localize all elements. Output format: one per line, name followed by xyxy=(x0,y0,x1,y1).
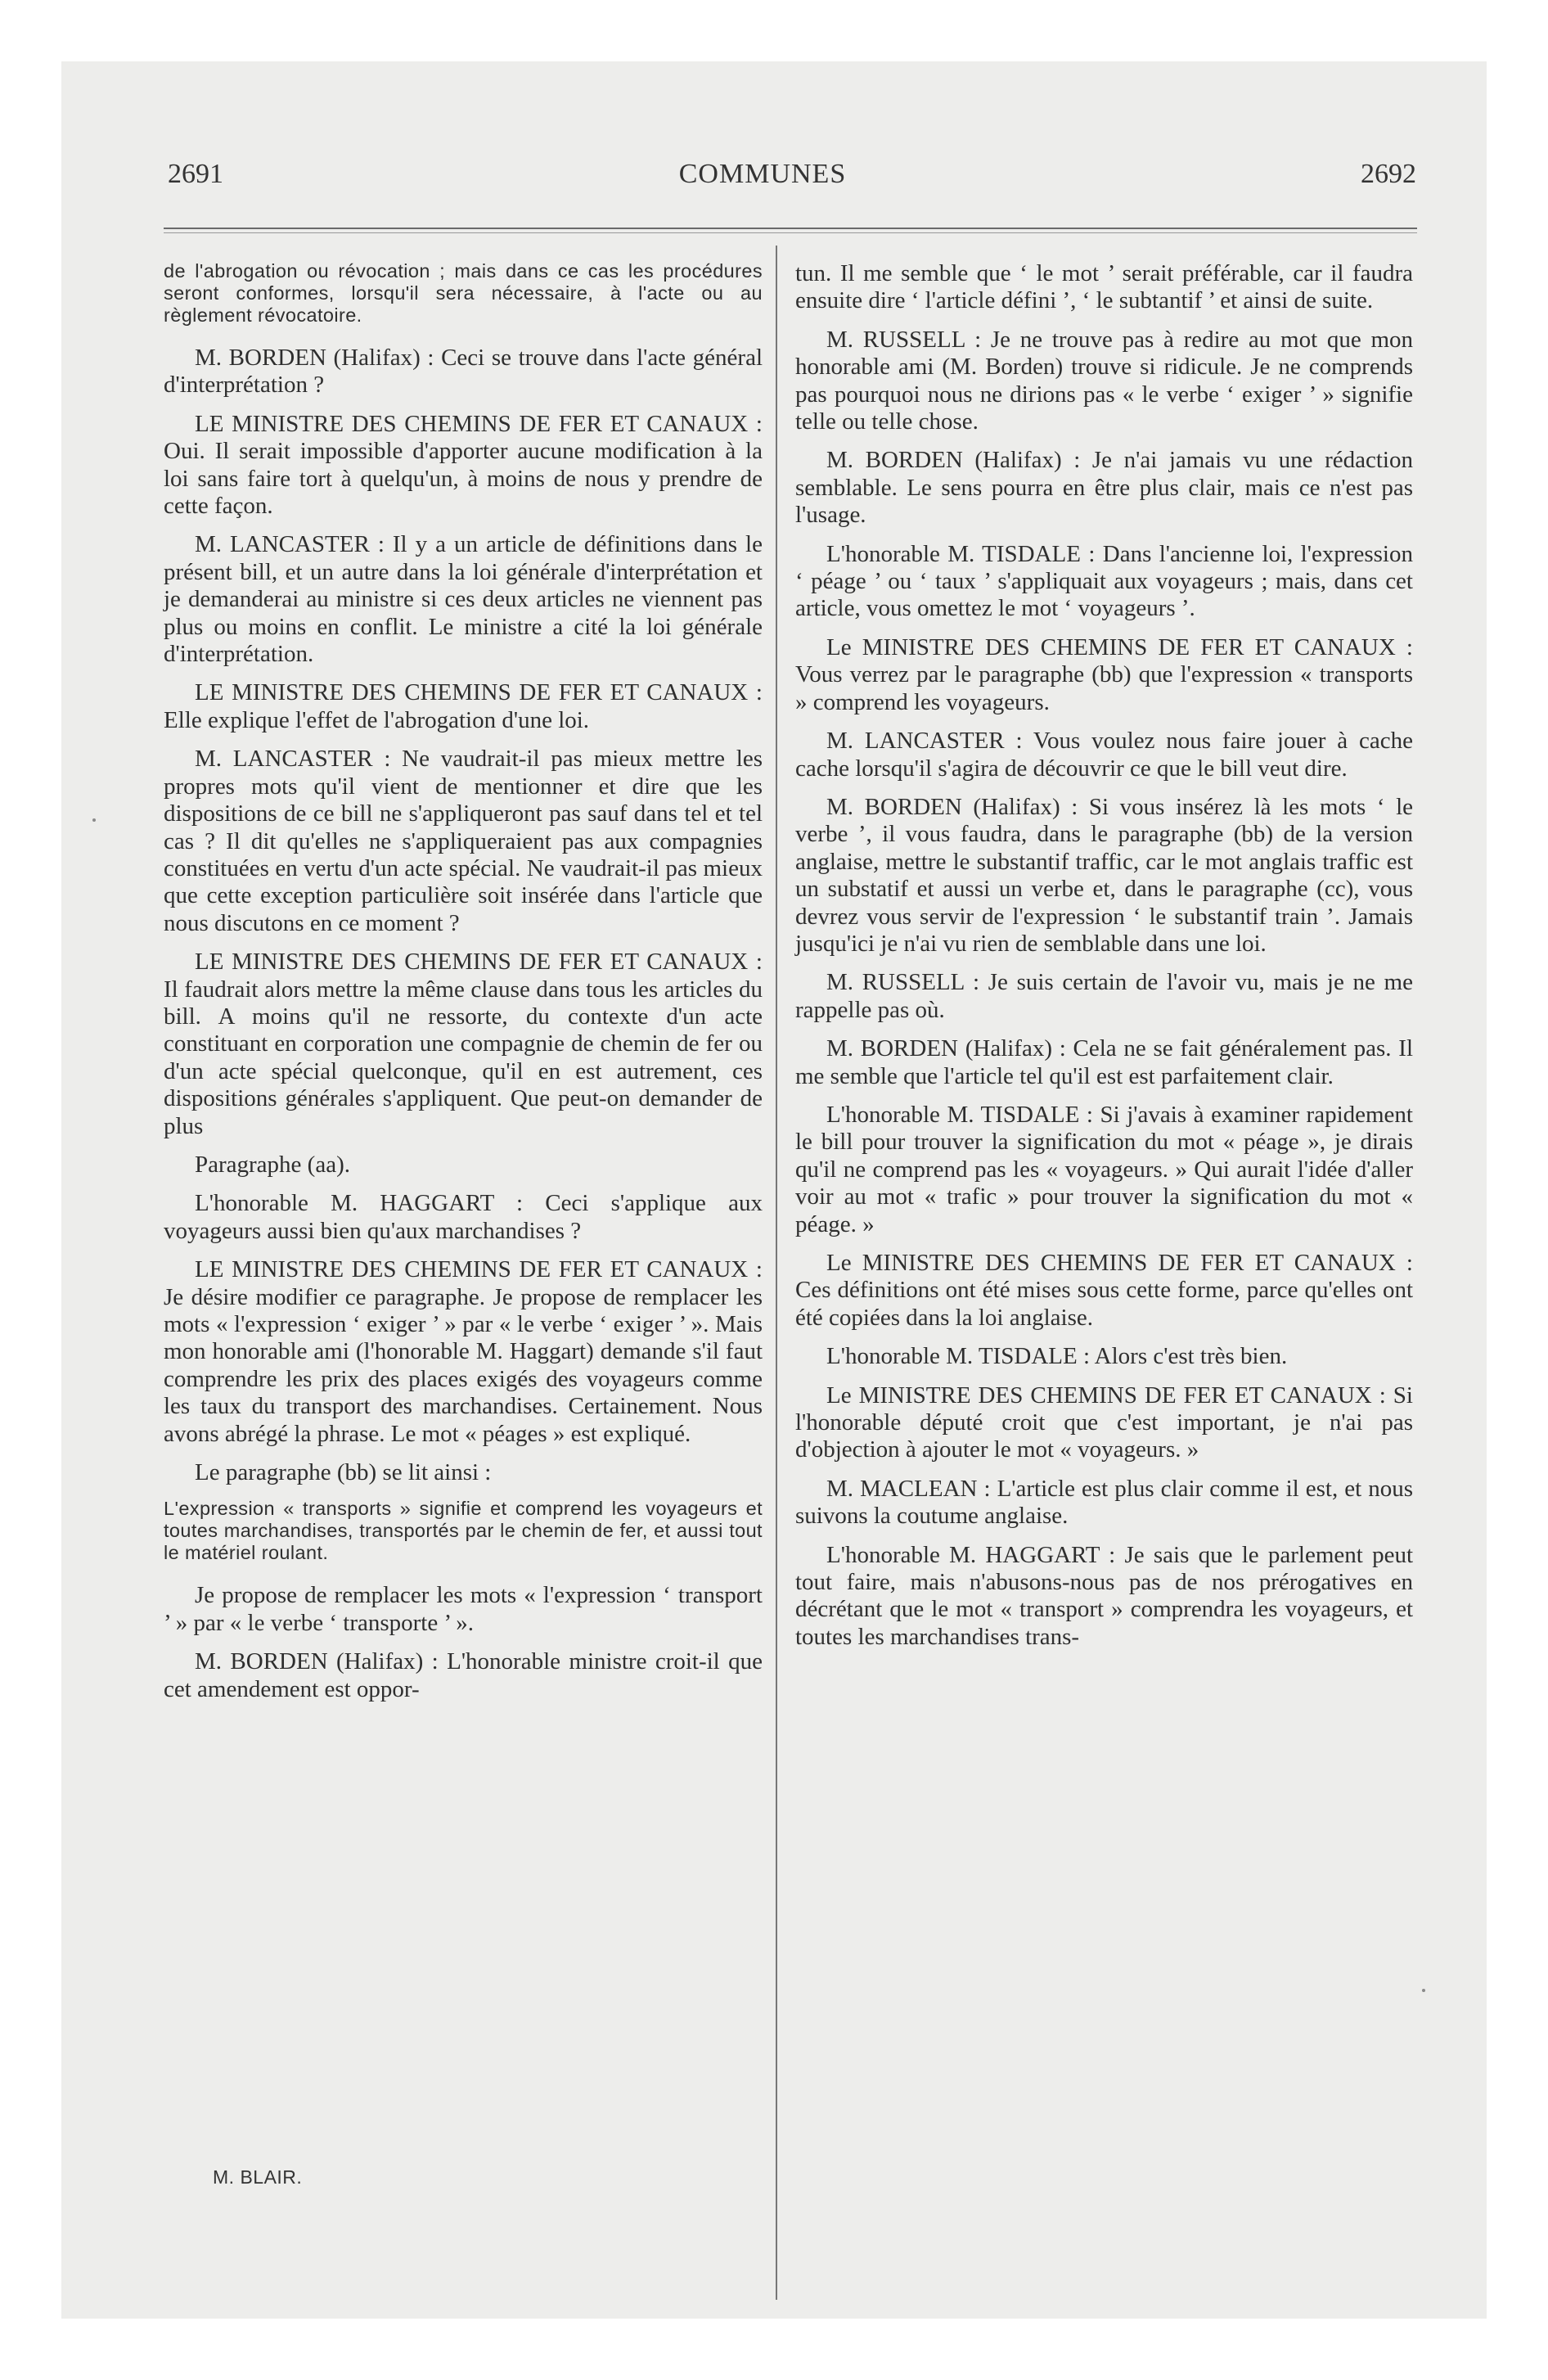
left-column-paragraph: L'expression « transports » signifie et comprend les voyageurs et toutes marchandises, transportés par le chemin de fer, et aussi tout le matériel roulant. xyxy=(164,1498,763,1564)
right-column-paragraph: Le MINISTRE DES CHEMINS DE FER ET CANAUX : Si l'honorable député croit que c'est important, je n'ai pas d'objection à ajouter le mot « voyageurs. » xyxy=(795,1382,1413,1463)
left-column-paragraph: M. BORDEN (Halifax) : Ceci se trouve dans l'acte général d'interprétation ? xyxy=(164,345,763,399)
page-header xyxy=(109,159,1416,200)
page-number-left: 2691 xyxy=(168,159,223,189)
right-column-paragraph: tun. Il me semble que ‘ le mot ’ serait préférable, car il faudra ensuite dire ‘ l'article défini ’, ‘ le subtantif ’ et ainsi de suite. xyxy=(795,260,1413,314)
left-column-paragraph: Je propose de remplacer les mots « l'expression ‘ transport ’ » par « le verbe ‘ transporte ’ ». xyxy=(164,1582,763,1636)
left-column-paragraph: M. LANCASTER : Il y a un article de définitions dans le présent bill, et un autre dans la loi générale d'interprétation et je demanderai au ministre si ces deux articles ne viennent pas plus ou moins en conflit. Le ministre a cité la loi générale d'interprétation. xyxy=(164,531,763,668)
left-column-paragraph: Paragraphe (aa). xyxy=(195,1151,350,1178)
right-column-paragraph: L'honorable M. TISDALE : Dans l'ancienne loi, l'expression ‘ péage ’ ou ‘ taux ’ s'appliquait aux voyageurs ; mais, dans cet article, vous omettez le mot ‘ voyageurs ’. xyxy=(795,540,1413,622)
right-column-paragraph: L'honorable M. TISDALE : Alors c'est très bien. xyxy=(826,1343,1288,1370)
left-column-paragraph: L'honorable M. HAGGART : Ceci s'applique aux voyageurs aussi bien qu'aux marchandises ? xyxy=(164,1190,763,1244)
signature-line: M. BLAIR. xyxy=(213,2166,303,2188)
speck xyxy=(1422,1989,1425,1992)
left-column xyxy=(164,260,763,1715)
right-column-paragraph: M. RUSSELL : Je ne trouve pas à redire au mot que mon honorable ami (M. Borden) trouve si ridicule. Je ne comprends pas pourquoi nous ne dirions pas « le verbe ‘ exiger ’ » signifie telle ou telle chose. xyxy=(795,326,1413,435)
left-column-paragraph: M. BORDEN (Halifax) : L'honorable ministre croit-il que cet amendement est oppor- xyxy=(164,1648,763,1702)
speck xyxy=(92,818,96,822)
right-column-paragraph: L'honorable M. TISDALE : Si j'avais à examiner rapidement le bill pour trouver la signification du mot « péage », je dirais qu'il ne comprend pas les « voyageurs. » Qui aurait l'idée d'aller voir au mot « trafic » pour trouver la signification du mot « péage. » xyxy=(795,1101,1413,1237)
right-column-paragraph: M. BORDEN (Halifax) : Je n'ai jamais vu une rédaction semblable. Le sens pourra en être plus clair, mais ce n'est pas l'usage. xyxy=(795,447,1413,529)
left-column-paragraph: LE MINISTRE DES CHEMINS DE FER ET CANAUX : Il faudrait alors mettre la même clause dans tous les articles du bill. A moins qu'il ne ressorte, du contexte d'un acte constituant en corporation une compagnie de chemin de fer ou d'un acte spécial quelconque, qu'il en est autrement, ces dispositions générales s'appliquent. Que peut-on demander de plus xyxy=(164,949,763,1139)
left-column-paragraph: LE MINISTRE DES CHEMINS DE FER ET CANAUX : Oui. Il serait impossible d'apporter aucune modification à la loi sans faire tort à quelqu'un, à moins de nous y prendre de cette façon. xyxy=(164,410,763,520)
header-rule-thin xyxy=(164,232,1417,233)
header-rule xyxy=(164,228,1417,229)
left-column-paragraph: de l'abrogation ou révocation ; mais dans ce cas les procédures seront conformes, lorsqu'il sera nécessaire, à l'acte ou au règlement révocatoire. xyxy=(164,260,763,326)
right-column-paragraph: M. MACLEAN : L'article est plus clair comme il est, et nous suivons la coutume anglaise. xyxy=(795,1475,1413,1530)
left-column-paragraph: LE MINISTRE DES CHEMINS DE FER ET CANAUX : Je désire modifier ce paragraphe. Je propose de remplacer les mots « l'expression ‘ exiger ’ » par « le verbe ‘ exiger ’ ». Mais mon honorable ami (l'honorable M. Haggart) demande s'il faut comprendre les prix des places exigés des voyageurs comme les taux du transport des marchandises. Certainement. Nous avons abrégé la phrase. Le mot « péages » est expliqué. xyxy=(164,1256,763,1447)
column-divider xyxy=(776,246,777,2300)
right-column-paragraph: Le MINISTRE DES CHEMINS DE FER ET CANAUX : Vous verrez par le paragraphe (bb) que l'expression « transports » comprend les voyageurs. xyxy=(795,633,1413,715)
running-title: COMMUNES xyxy=(678,159,847,189)
left-column-paragraph: M. LANCASTER : Ne vaudrait-il pas mieux mettre les propres mots qu'il vient de mentionner et dire que les dispositions de ce bill ne s'appliqueront pas sauf dans tel et tel cas ? Il dit qu'elles ne s'appliqueraient pas aux compagnies constituées en vertu d'un acte spécial. Ne vaudrait-il pas mieux que cette exception particulière soit insérée dans l'article que nous discutons en ce moment ? xyxy=(164,746,763,936)
right-column-paragraph: L'honorable M. HAGGART : Je sais que le parlement peut tout faire, mais n'abusons-nous pas de nos prérogatives en décrétant que le mot « transport » comprendra les voyageurs, et toutes les marchandises trans- xyxy=(795,1541,1413,1650)
right-column-paragraph: M. BORDEN (Halifax) : Cela ne se fait généralement pas. Il me semble que l'article tel qu'il est est parfaitement clair. xyxy=(795,1035,1413,1089)
right-column-paragraph: M. RUSSELL : Je suis certain de l'avoir vu, mais je ne me rappelle pas où. xyxy=(795,969,1413,1023)
right-column-paragraph: M. BORDEN (Halifax) : Si vous insérez là les mots ‘ le verbe ’, il vous faudra, dans le paragraphe (bb) de la version anglaise, mettre le substantif traffic, car le mot anglais traffic est un substatif et aussi un verbe et, dans le paragraphe (cc), vous devrez vous servir de l'expression ‘ le substantif train ’. Jamais jusqu'ici je n'ai vu rien de semblable dans une loi. xyxy=(795,793,1413,957)
page-number-right: 2692 xyxy=(1361,159,1416,189)
right-column-paragraph: M. LANCASTER : Vous voulez nous faire jouer à cache cache lorsqu'il s'agira de découvrir ce que le bill veut dire. xyxy=(795,728,1413,782)
left-column-paragraph: Le paragraphe (bb) se lit ainsi : xyxy=(195,1459,492,1486)
right-column-paragraph: Le MINISTRE DES CHEMINS DE FER ET CANAUX : Ces définitions ont été mises sous cette forme, parce qu'elles ont été copiées dans la loi anglaise. xyxy=(795,1250,1413,1331)
left-column-paragraph: LE MINISTRE DES CHEMINS DE FER ET CANAUX : Elle explique l'effet de l'abrogation d'une loi. xyxy=(164,679,763,733)
right-column xyxy=(795,260,1413,1662)
